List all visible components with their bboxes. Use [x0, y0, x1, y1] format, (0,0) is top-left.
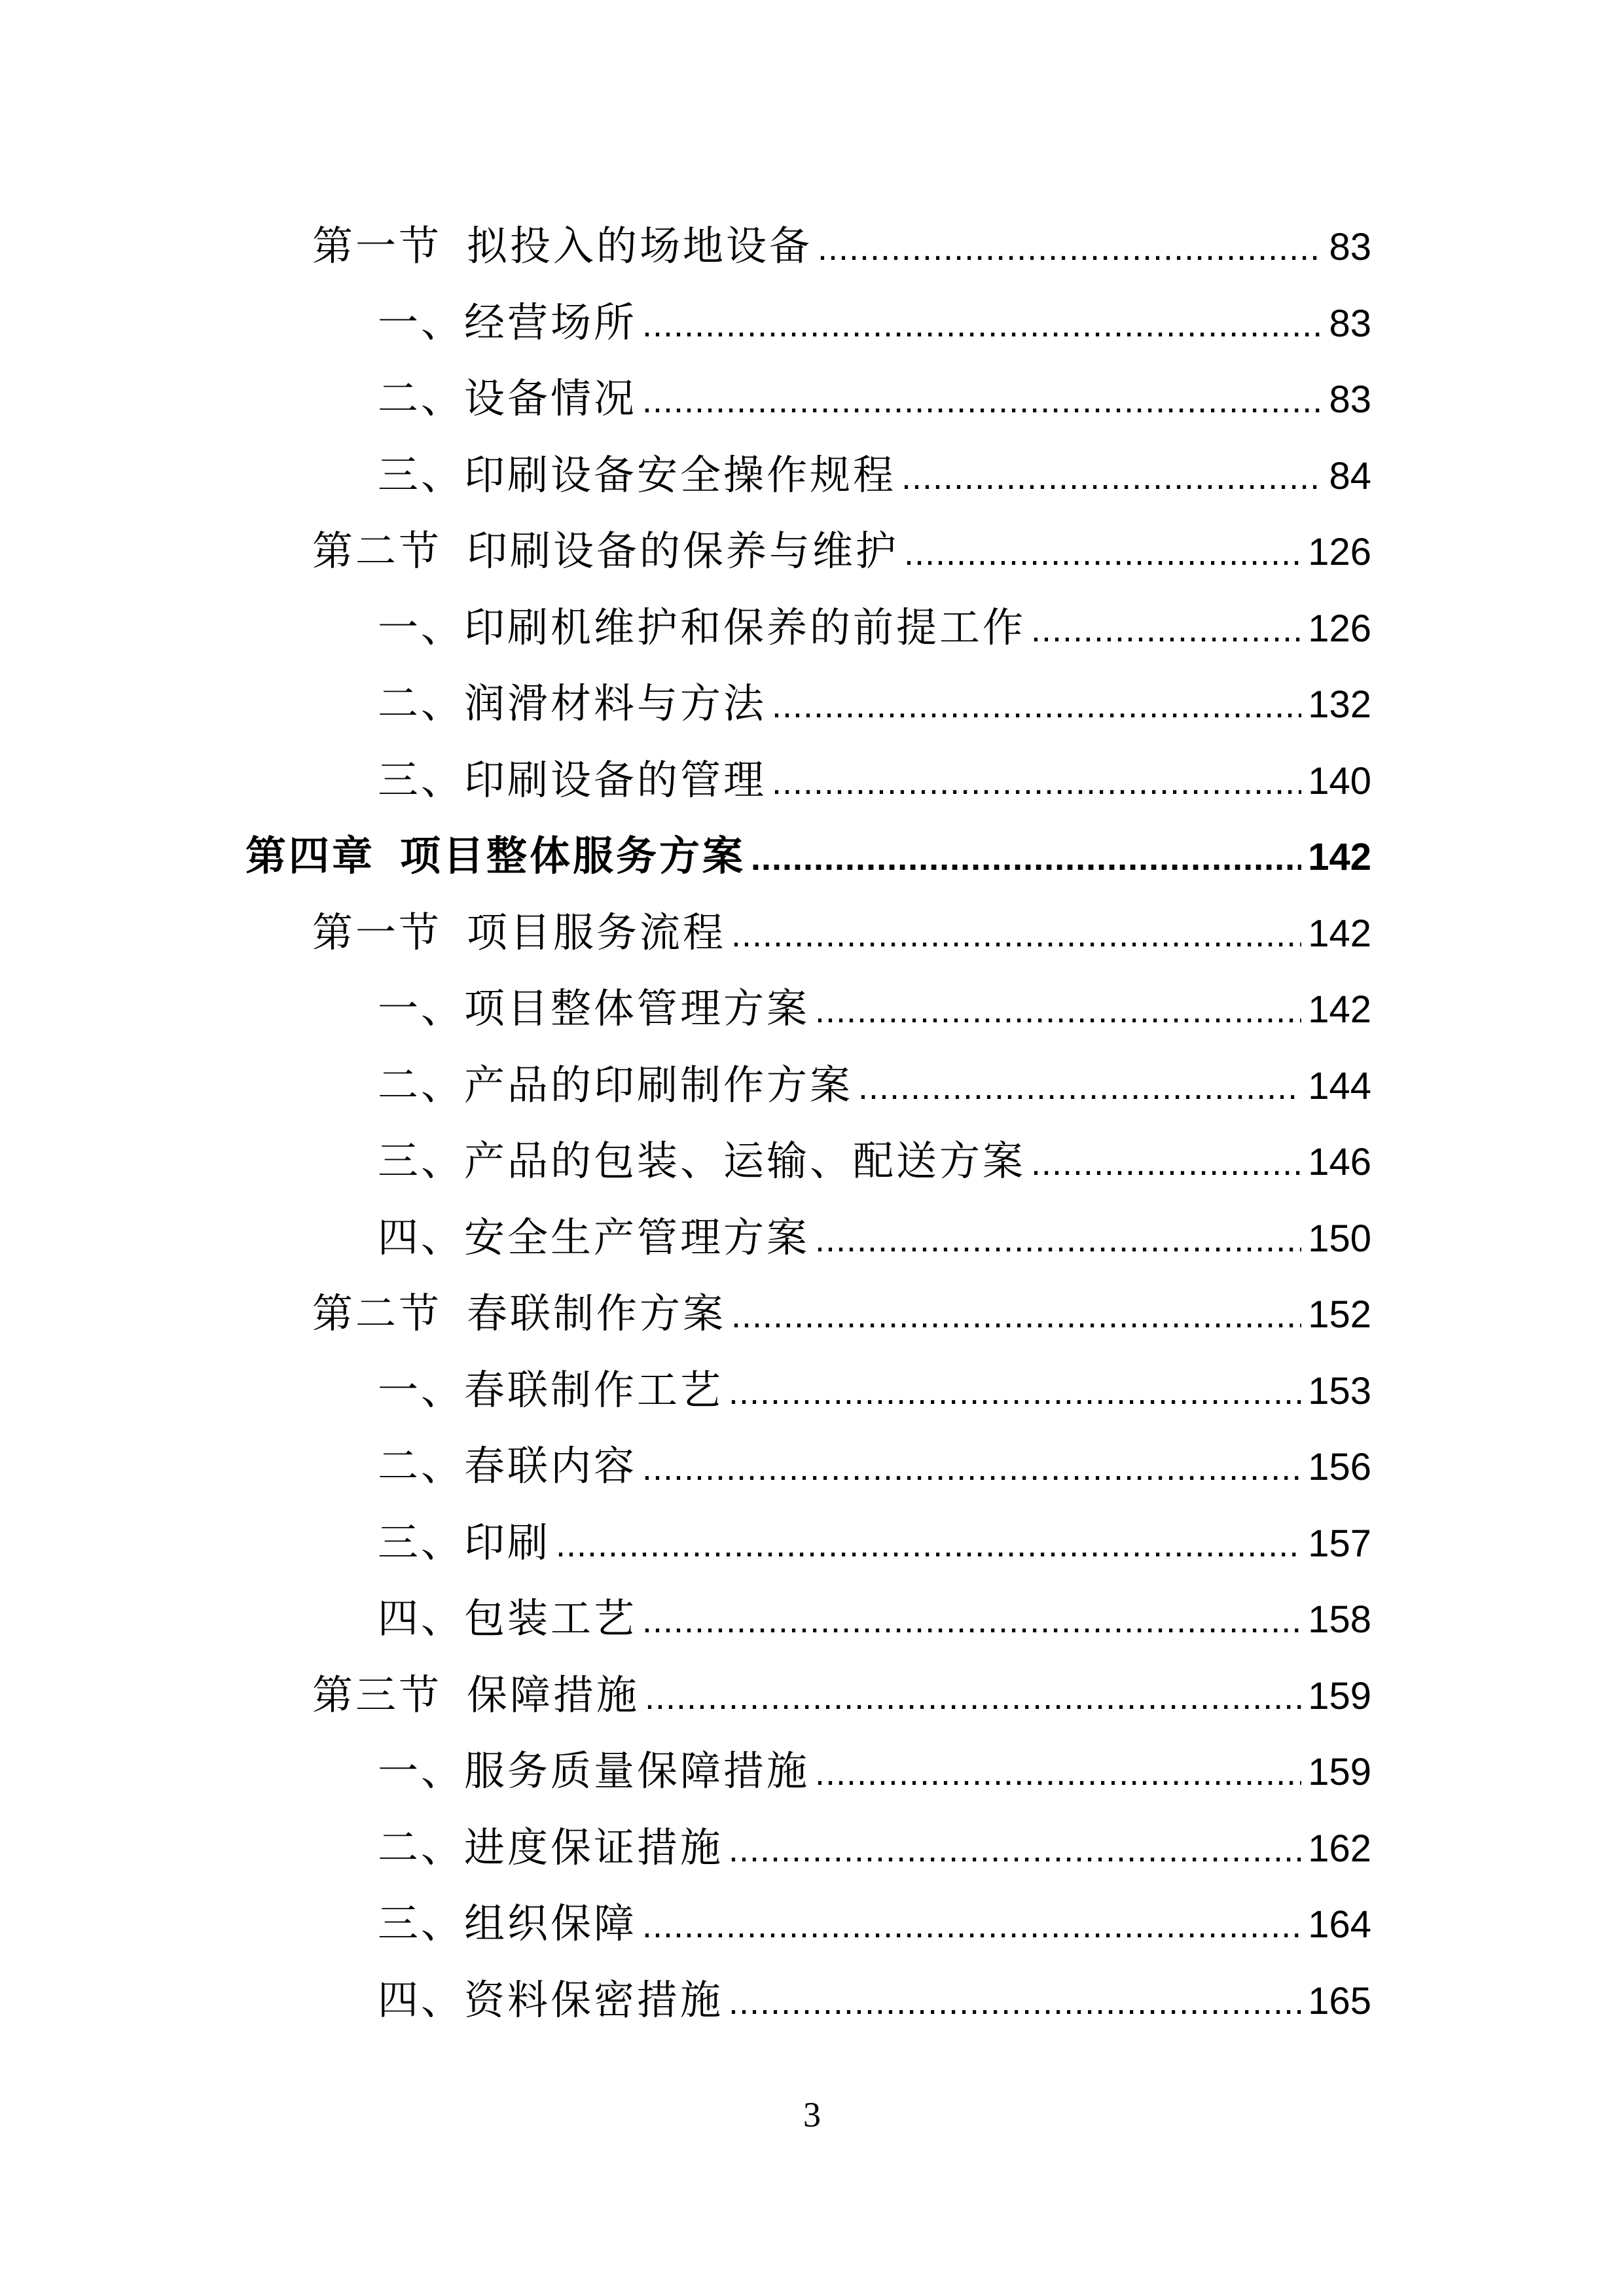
toc-entry-title: 四、安全生产管理方案: [378, 1213, 810, 1261]
toc-section-entry[interactable]: [245, 513, 1371, 590]
toc-entry-label: [378, 285, 637, 361]
toc-entry-title: 一、服务质量保障措施: [378, 1747, 810, 1795]
toc-entry-label: [378, 1200, 810, 1276]
toc-entry-label: [312, 895, 726, 971]
toc-entry-page: 140: [1308, 759, 1371, 802]
toc-entry-page: 164: [1308, 1903, 1371, 1946]
toc-dot-leader: [556, 1507, 1301, 1583]
toc-entry-label: [378, 666, 767, 742]
toc-entry-prefix: 第三节: [312, 1670, 442, 1719]
toc-entry-label: [378, 1505, 550, 1581]
toc-entry-label: [378, 1428, 637, 1505]
toc-entry-title: 四、资料保密措施: [378, 1975, 724, 2024]
toc-entry-page: 144: [1308, 1064, 1371, 1107]
toc-entry-title: 三、印刷设备的管理: [378, 755, 767, 804]
toc-entry-label: [378, 1581, 637, 1657]
toc-entry-page: 159: [1308, 1674, 1371, 1717]
toc-entry-page: 142: [1308, 912, 1371, 955]
toc-entry-label: [378, 971, 810, 1047]
toc-entry-title: 三、组织保障: [378, 1899, 638, 1947]
toc-dot-leader: [815, 1735, 1301, 1812]
toc-entry-label: [378, 1810, 723, 1886]
toc-dot-leader: [729, 1812, 1301, 1888]
toc-entry-page: 83: [1329, 302, 1371, 345]
toc-dot-leader: [772, 668, 1301, 744]
toc-entry-page: 142: [1308, 988, 1371, 1031]
toc-entry-page: 156: [1308, 1446, 1371, 1488]
toc-entry-page: 162: [1308, 1827, 1371, 1870]
toc-entry-label: [378, 1733, 810, 1810]
toc-entry-label: [378, 742, 767, 819]
toc-entry-label: [312, 513, 899, 590]
toc-subsection-entry[interactable]: [245, 666, 1371, 742]
toc-entry-title: 三、印刷设备安全操作规程: [378, 450, 897, 499]
toc-entry-title: 项目整体服务方案: [400, 832, 746, 880]
toc-entry-title: 拟投入的场地设备: [467, 222, 813, 270]
toc-subsection-entry[interactable]: [245, 1505, 1371, 1581]
toc-entry-prefix: 第二节: [312, 1289, 442, 1337]
toc-dot-leader: [642, 1888, 1301, 1964]
toc-dot-leader: [858, 1049, 1301, 1126]
toc-dot-leader: [904, 515, 1301, 592]
toc-section-entry[interactable]: [245, 895, 1371, 971]
toc-entry-label: [378, 437, 896, 514]
toc-entry-page: 150: [1308, 1217, 1371, 1260]
toc-subsection-entry[interactable]: [245, 1962, 1371, 2039]
toc-subsection-entry[interactable]: [245, 971, 1371, 1047]
toc-entry-label: [312, 208, 812, 285]
toc-entry-prefix: 第四章: [245, 832, 376, 880]
toc-entry-page: 126: [1308, 531, 1371, 573]
toc-dot-leader: [815, 1202, 1301, 1278]
toc-subsection-entry[interactable]: [245, 1581, 1371, 1657]
toc-entry-label: [378, 361, 637, 437]
toc-entry-title: 春联制作方案: [467, 1289, 727, 1337]
toc-entry-label: [378, 1047, 853, 1124]
toc-dot-leader: [642, 1430, 1301, 1507]
toc-chapter-entry[interactable]: [245, 818, 1371, 895]
toc-entry-title: 二、春联内容: [378, 1442, 638, 1490]
toc-dot-leader: [731, 897, 1301, 973]
toc-subsection-entry[interactable]: [245, 1810, 1371, 1886]
toc-section-entry[interactable]: [245, 1657, 1371, 1734]
toc-dot-leader: [901, 439, 1322, 516]
page-number: 3: [803, 2095, 821, 2134]
toc-subsection-entry[interactable]: [245, 361, 1371, 437]
toc-entry-title: 一、经营场所: [378, 298, 638, 346]
toc-entry-page: 126: [1308, 607, 1371, 650]
toc-entry-title: 一、项目整体管理方案: [378, 984, 810, 1032]
toc-dot-leader: [1031, 592, 1301, 668]
toc-entry-title: 四、包装工艺: [378, 1594, 638, 1642]
toc-entry-page: 146: [1308, 1141, 1371, 1183]
toc-dot-leader: [818, 210, 1322, 287]
toc-dot-leader: [642, 1583, 1301, 1659]
toc-subsection-entry[interactable]: [245, 1733, 1371, 1810]
toc-entry-title: 一、春联制作工艺: [378, 1365, 724, 1414]
toc-dot-leader: [642, 363, 1322, 439]
toc-entry-prefix: 第一节: [312, 222, 442, 270]
toc-subsection-entry[interactable]: [245, 437, 1371, 514]
toc-entry-page: 83: [1329, 378, 1371, 421]
toc-entry-title: 保障措施: [467, 1670, 640, 1719]
toc-entry-title: 二、产品的印刷制作方案: [378, 1060, 854, 1109]
toc-entry-label: [378, 1962, 723, 2039]
toc-subsection-entry[interactable]: [245, 742, 1371, 819]
toc-entry-page: 158: [1308, 1598, 1371, 1641]
toc-dot-leader: [645, 1659, 1301, 1736]
toc-subsection-entry[interactable]: [245, 1200, 1371, 1276]
toc-section-entry[interactable]: [245, 208, 1371, 285]
toc-dot-leader: [731, 1278, 1301, 1354]
toc-subsection-entry[interactable]: [245, 1428, 1371, 1505]
toc-entry-page: 159: [1308, 1751, 1371, 1793]
toc-entry-label: [378, 1123, 1026, 1200]
toc-entry-label: [312, 1657, 640, 1734]
toc-entry-label: [378, 1352, 723, 1429]
toc-entry-page: 153: [1308, 1369, 1371, 1412]
toc-section-entry[interactable]: [245, 1276, 1371, 1352]
toc-entry-page: 84: [1329, 454, 1371, 497]
toc-subsection-entry[interactable]: [245, 1123, 1371, 1200]
toc-entry-label: [245, 818, 746, 895]
toc-dot-leader: [642, 287, 1322, 363]
toc-entry-title: 二、进度保证措施: [378, 1823, 724, 1871]
toc-entry-title: 一、印刷机维护和保养的前提工作: [378, 603, 1026, 651]
toc-subsection-entry[interactable]: [245, 590, 1371, 666]
toc-entry-prefix: 第二节: [312, 527, 442, 575]
toc-entry-page: 132: [1308, 683, 1371, 726]
toc-entry-title: 印刷设备的保养与维护: [467, 527, 899, 575]
toc-entry-label: [378, 1886, 637, 1962]
toc-subsection-entry[interactable]: [245, 1352, 1371, 1429]
toc-subsection-entry[interactable]: [245, 1886, 1371, 1962]
toc-dot-leader: [772, 744, 1301, 821]
table-of-contents: [245, 208, 1371, 2038]
toc-entry-title: 二、润滑材料与方法: [378, 679, 767, 727]
toc-subsection-entry[interactable]: [245, 1047, 1371, 1124]
toc-entry-title: 三、印刷: [378, 1518, 551, 1566]
toc-entry-page: 83: [1329, 226, 1371, 268]
toc-entry-page: 142: [1308, 836, 1371, 878]
toc-dot-leader: [751, 820, 1301, 897]
toc-subsection-entry[interactable]: [245, 285, 1371, 361]
toc-dot-leader: [729, 1964, 1301, 2041]
toc-entry-page: 157: [1308, 1522, 1371, 1565]
toc-dot-leader: [1031, 1125, 1301, 1202]
toc-entry-prefix: 第一节: [312, 908, 442, 956]
toc-entry-title: 二、设备情况: [378, 374, 638, 422]
toc-entry-page: 152: [1308, 1293, 1371, 1336]
toc-entry-title: 三、产品的包装、运输、配送方案: [378, 1137, 1026, 1185]
toc-entry-title: 项目服务流程: [467, 908, 727, 956]
toc-entry-label: [312, 1276, 726, 1352]
toc-dot-leader: [815, 973, 1301, 1049]
toc-entry-page: 165: [1308, 1979, 1371, 2022]
toc-dot-leader: [729, 1354, 1301, 1431]
toc-entry-label: [378, 590, 1026, 666]
